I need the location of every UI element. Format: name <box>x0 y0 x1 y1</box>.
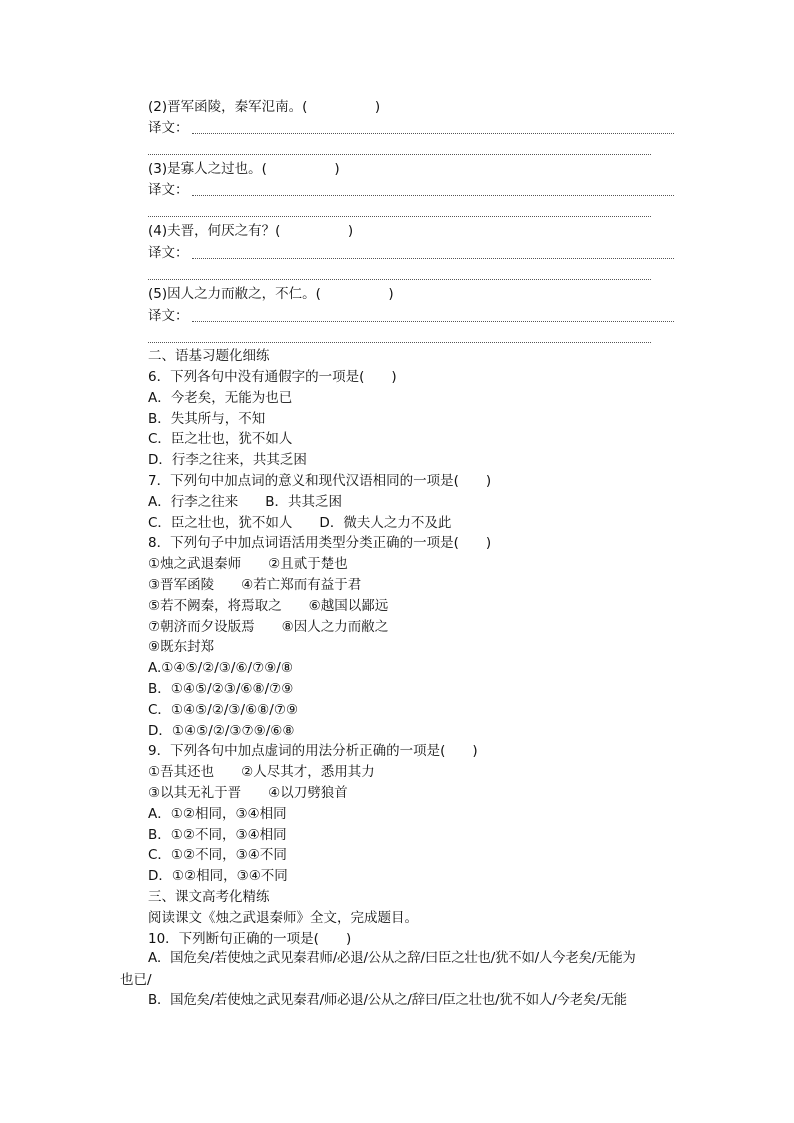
option-line: A．今老矣，无能为也已 <box>148 390 293 406</box>
option-line: A．行李之往来 B．共其乏困 <box>148 494 342 510</box>
option-line: B．①④⑤/②③/⑥⑧/⑦⑨ <box>148 681 294 697</box>
option-line: A．①②相同，③④相同 <box>148 806 287 822</box>
question-6: 6．下列各句中没有通假字的一项是( ) <box>148 369 397 385</box>
option-line: C．臣之壮也，犹不如人 D．微夫人之力不及此 <box>148 515 452 531</box>
sentence-line: ⑤若不阙秦，将焉取之 ⑥越国以鄙远 <box>148 598 389 614</box>
answer-line[interactable] <box>148 216 651 217</box>
sentence-line: ①烛之武退秦师 ②且贰于楚也 <box>148 556 348 572</box>
question-8: 8．下列句子中加点词语活用类型分类正确的一项是( ) <box>148 535 492 551</box>
option-line: C．①④⑤/②/③/⑥⑧/⑦⑨ <box>148 702 299 718</box>
question-5: (5)因人之力而敝之，不仁。( ) <box>148 286 394 302</box>
question-10: 10．下列断句正确的一项是( ) <box>148 931 352 947</box>
option-b: B．国危矣/若使烛之武见秦君/师必退/公从之/辞曰/臣之壮也/犹不如人/今老矣/无能 <box>148 993 627 1008</box>
sentence-line: ①吾其还也 ②人尽其才，悉用其力 <box>148 764 375 780</box>
translation-label: 译文： <box>148 245 189 261</box>
option-line: B．失其所与，不知 <box>148 411 266 427</box>
question-9: 9．下列各句中加点虚词的用法分析正确的一项是( ) <box>148 743 478 759</box>
answer-line[interactable] <box>192 258 674 259</box>
translation-label: 译文： <box>148 120 189 136</box>
answer-line[interactable] <box>148 342 651 343</box>
option-a: A．国危矣/若使烛之武见秦君师/必退/公从之辞/曰臣之壮也/犹不如/人今老矣/无能为 <box>148 951 636 966</box>
sentence-line: ⑨既东封郑 <box>148 639 215 655</box>
option-line: D．①②相同，③④不同 <box>148 868 288 884</box>
section-heading: 三、课文高考化精练 <box>148 889 270 905</box>
answer-line[interactable] <box>192 133 674 134</box>
option-line: D．行李之往来，共其乏困 <box>148 452 307 468</box>
answer-line[interactable] <box>148 154 651 155</box>
option-line: C．①②不同，③④不同 <box>148 847 287 863</box>
translation-label: 译文： <box>148 308 189 324</box>
sentence-line: ③以其无礼于晋 ④以刀劈狼首 <box>148 785 348 801</box>
option-line: C．臣之壮也，犹不如人 <box>148 431 293 447</box>
sentence-line: ③晋军函陵 ④若亡郑而有益于君 <box>148 577 362 593</box>
question-2: (2)晋军函陵，秦军氾南。( ) <box>148 99 381 115</box>
option-line: B．①②不同，③④相同 <box>148 827 287 843</box>
answer-line[interactable] <box>192 195 674 196</box>
option-a-continued: 也已/ <box>120 972 152 988</box>
answer-line[interactable] <box>148 279 651 280</box>
answer-line[interactable] <box>192 321 674 322</box>
instruction-line: 阅读课文《烛之武退秦师》全文，完成题目。 <box>148 910 418 926</box>
translation-label: 译文： <box>148 182 189 198</box>
question-4: (4)夫晋，何厌之有？( ) <box>148 223 354 239</box>
option-line: D．①④⑤/②/③⑦⑨/⑥⑧ <box>148 723 295 739</box>
question-7: 7．下列句中加点词的意义和现代汉语相同的一项是( ) <box>148 473 492 489</box>
sentence-line: ⑦朝济而夕设版焉 ⑧因人之力而敝之 <box>148 619 389 635</box>
question-3: (3)是寡人之过也。( ) <box>148 161 340 177</box>
section-heading: 二、语基习题化细练 <box>148 348 270 364</box>
option-line: A.①④⑤/②/③/⑥/⑦⑨/⑧ <box>148 660 293 676</box>
